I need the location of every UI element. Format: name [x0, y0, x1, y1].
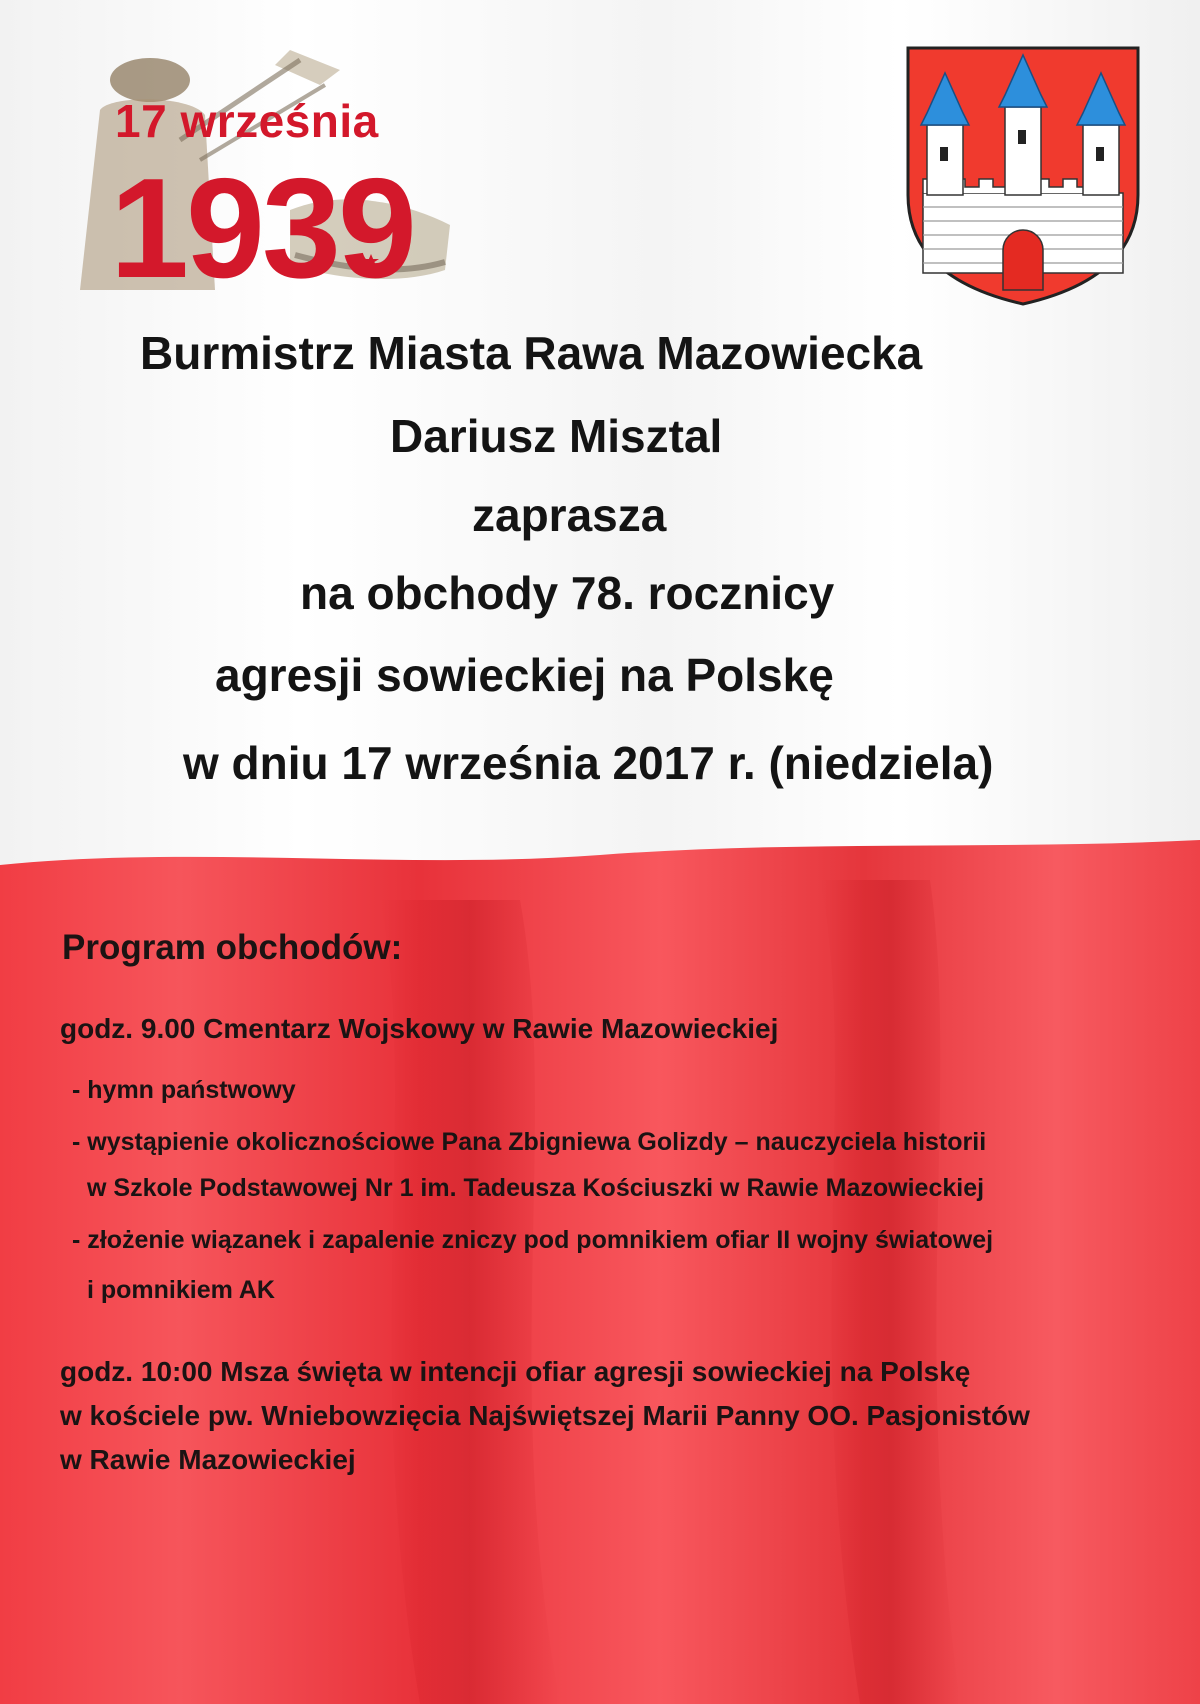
event2-line: w kościele pw. Wniebowzięcia Najświętszej Marii Panny OO. Pasjonistów — [60, 1400, 1030, 1431]
event1-item: - złożenie wiązanek i zapalenie zniczy pod pomnikiem ofiar II wojny światowej — [72, 1226, 994, 1254]
event1-time-place: godz. 9.00 Cmentarz Wojskowy w Rawie Mazowieckiej — [60, 1013, 779, 1044]
event1-item: w Szkole Podstawowej Nr 1 im. Tadeusza Kościuszki w Rawie Mazowieckiej — [87, 1174, 985, 1202]
program-title: Program obchodów: — [62, 928, 403, 967]
badge-date: 17 września — [115, 95, 379, 147]
event1-item: - wystąpienie okolicznościowe Pana Zbigniewa Golizdy – nauczyciela historii — [72, 1128, 987, 1156]
coat-of-arms-castle-icon — [905, 45, 1141, 307]
heading-date: w dniu 17 września 2017 r. (niedziela) — [183, 737, 994, 789]
event1-item: - hymn państwowy — [72, 1076, 296, 1104]
heading-anniversary: na obchody 78. rocznicy — [300, 567, 835, 619]
heading-invites: zaprasza — [472, 489, 667, 541]
event2-line: w Rawie Mazowieckiej — [60, 1444, 356, 1475]
event2-line: godz. 10:00 Msza święta w intencji ofiar agresji sowieckiej na Polskę — [60, 1356, 971, 1387]
event1-item: i pomnikiem AK — [87, 1276, 275, 1304]
heading-mayor-name: Dariusz Misztal — [390, 410, 723, 462]
anniversary-badge — [40, 40, 480, 310]
badge-year: 1939 — [110, 149, 414, 308]
heading-mayor-title: Burmistrz Miasta Rawa Mazowiecka — [140, 327, 923, 379]
heading-subject: agresji sowieckiej na Polskę — [215, 649, 834, 701]
